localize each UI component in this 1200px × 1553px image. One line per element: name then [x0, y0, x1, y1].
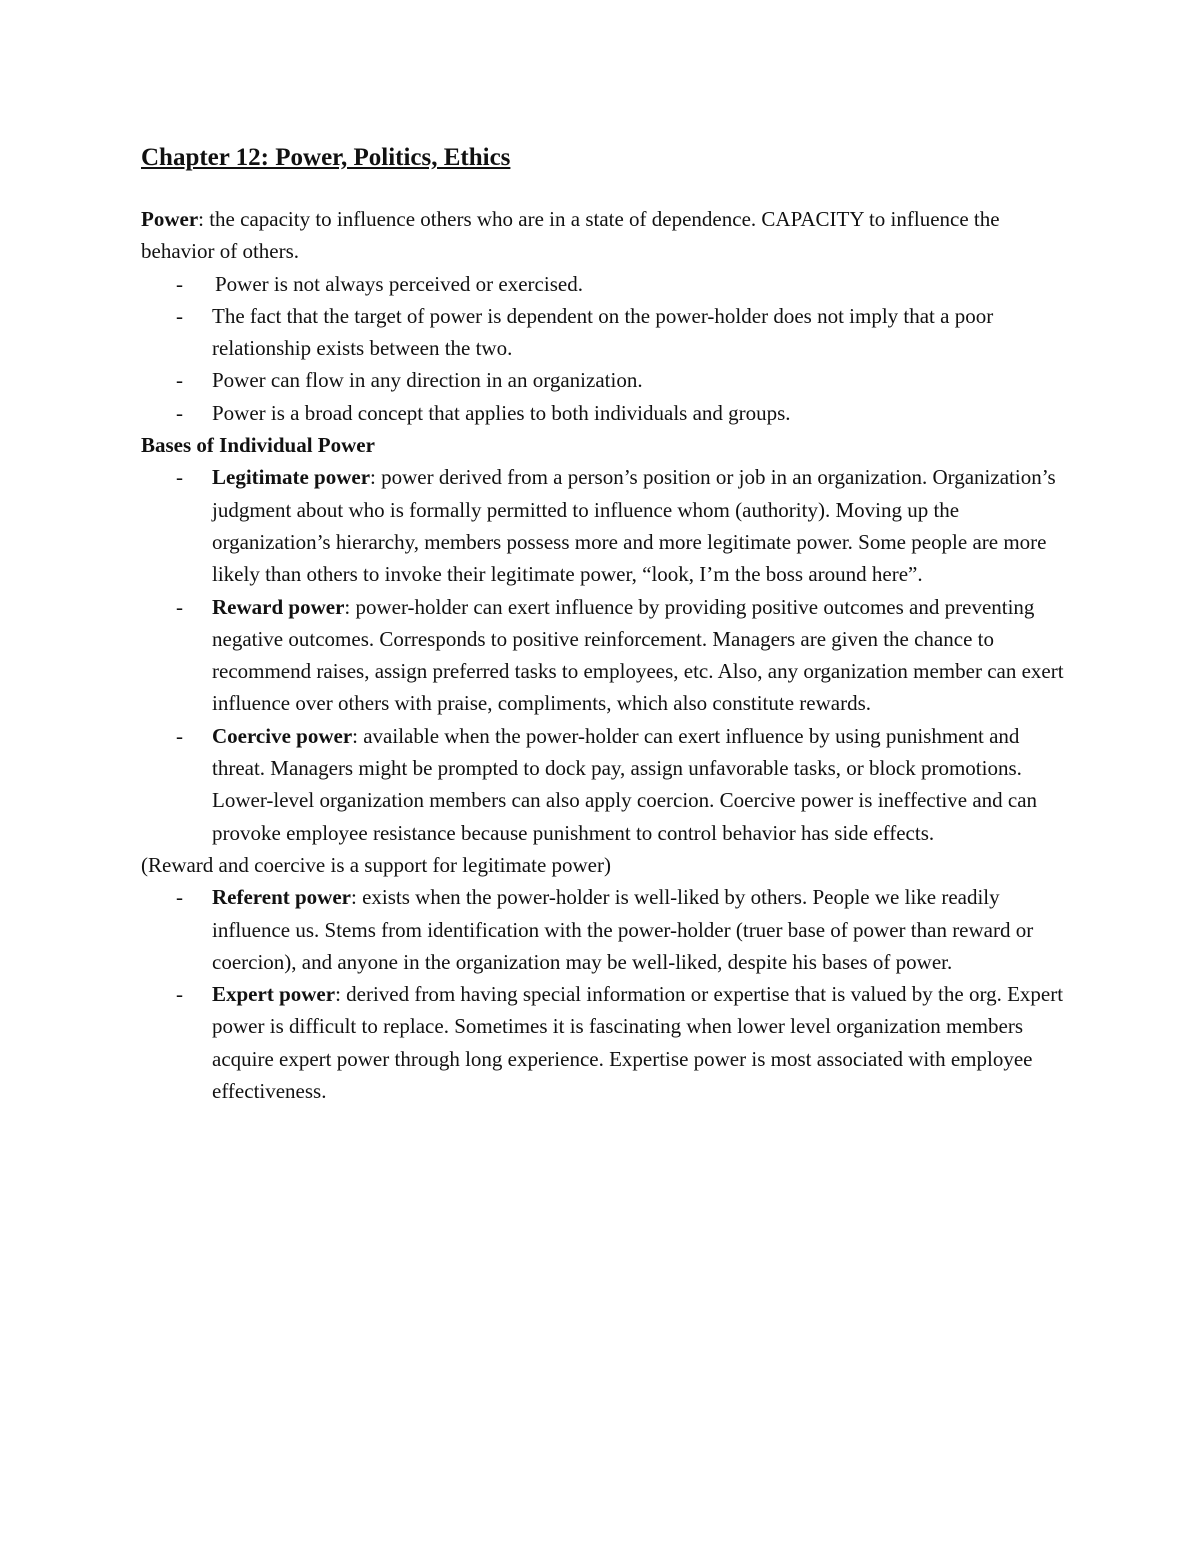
list-item: [141, 881, 1071, 978]
base-term: Legitimate power: [212, 465, 371, 490]
definition-term: Power: [141, 207, 199, 231]
definition-text: : the capacity to influence others who are in a state of dependence. CAPACITY to influence the behavior of others.: [141, 207, 1000, 264]
list-item-text: Power is a broad concept that applies to both individuals and groups.: [212, 400, 791, 425]
dash-bullet: -: [176, 303, 183, 328]
power-definition: [141, 203, 1071, 268]
dash-bullet: -: [176, 400, 183, 425]
base-term: Referent power: [212, 885, 351, 910]
dash-bullet: -: [176, 271, 183, 296]
list-item: [141, 364, 1071, 396]
list-item: [141, 268, 1071, 300]
base-text: : power-holder can exert influence by providing positive outcomes and preventing negative outcomes. Corresponds to positive reinforcement. Managers are given the chance to recommend raises, assign preferred tasks to employees, etc. Also, any organization member can exert influence over others with praise, compliments, which also constitute rewards.: [212, 594, 1064, 716]
list-item: [141, 397, 1071, 429]
list-item: [141, 591, 1071, 720]
power-points-list: [141, 268, 1071, 429]
page-title: Chapter 12: Power, Politics, Ethics: [141, 144, 511, 171]
base-term: Expert power: [212, 982, 336, 1007]
list-item: [141, 978, 1071, 1107]
dash-bullet: -: [176, 723, 183, 748]
base-text: : derived from having special information or expertise that is valued by the org. Expert power is difficult to replace. Sometimes it is fascinating when lower level organization members acquire expert power through long experience. Expertise power is most associated with employee effectiveness.: [212, 982, 1064, 1104]
list-item-text: The fact that the target of power is dependent on the power-holder does not imply that a poor relationship exists between the two.: [212, 303, 994, 361]
dash-bullet: -: [176, 594, 183, 619]
bases-list-2: [141, 881, 1071, 1107]
dash-bullet: -: [176, 982, 183, 1007]
base-text: : power derived from a person’s position or job in an organization. Organization’s judgment about who is formally permitted to influence whom (authority). Moving up the organization’s hierarchy, members possess more and more legitimate power. Some people are more likely than others to invoke their legitimate power, “look, I’m the boss around here”.: [212, 465, 1056, 587]
base-term: Reward power: [212, 594, 345, 619]
dash-bullet: -: [176, 465, 183, 490]
list-item: [141, 300, 1071, 365]
dash-bullet: -: [176, 368, 183, 393]
base-term: Coercive power: [212, 723, 353, 748]
note-text: (Reward and coercive is a support for legitimate power): [141, 852, 611, 877]
list-item: [141, 461, 1071, 590]
list-item: [141, 720, 1071, 849]
dash-bullet: -: [176, 885, 183, 910]
bases-list-1: [141, 461, 1071, 849]
base-text: : available when the power-holder can exert influence by using punishment and threat. Managers might be prompted to dock pay, assign unfavorable tasks, or block promotions. Lower-level organization members can also apply coercion. Coercive power is ineffective and can provoke employee resistance because punishment to control behavior has side effects.: [212, 723, 1038, 845]
list-item-text: Power can flow in any direction in an organization.: [212, 368, 643, 393]
list-item-text: Power is not always perceived or exercised.: [215, 271, 583, 296]
bases-heading: Bases of Individual Power: [141, 433, 375, 458]
base-text: : exists when the power-holder is well-liked by others. People we like readily influence us. Stems from identification with the power-holder (truer base of power than reward or coercion), and anyone in the organization may be well-liked, despite his bases of power.: [212, 885, 1034, 974]
document-page: [141, 140, 1071, 1107]
